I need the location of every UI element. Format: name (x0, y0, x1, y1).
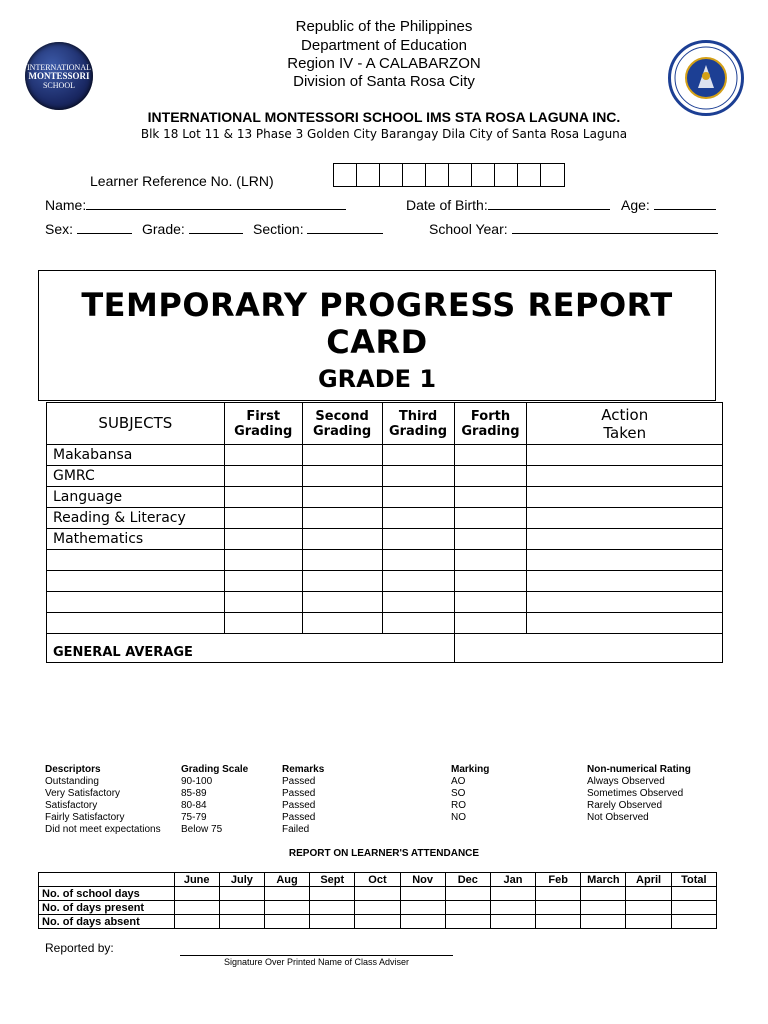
name-field[interactable] (45, 197, 346, 213)
reported-by-label: Reported by: (45, 941, 114, 955)
attendance-row (39, 915, 717, 929)
attendance-cell[interactable] (581, 901, 626, 915)
grading-scale-legend (181, 764, 248, 836)
forth-grading-header (454, 403, 527, 445)
action-cell[interactable] (527, 571, 723, 592)
attendance-cell[interactable] (581, 915, 626, 929)
sex-field[interactable] (45, 221, 132, 237)
action-taken-header-l1: Action (601, 405, 649, 424)
action-taken-header-l2: Taken (603, 423, 647, 442)
attendance-cell[interactable] (355, 915, 400, 929)
second-grading-header-l1: Second (315, 408, 369, 424)
subject-name: Reading & Literacy (47, 508, 225, 529)
school-logo-text-3: SCHOOL (42, 80, 75, 90)
grading-scale-item: 90-100 (181, 776, 213, 787)
grade-cell[interactable] (302, 508, 382, 529)
non-numerical-item: Not Observed (587, 812, 649, 823)
third-grading-header-l2: Grading (388, 423, 448, 439)
section-label: Section: (253, 221, 304, 237)
section-line[interactable] (307, 221, 383, 234)
lrn-cell[interactable] (426, 164, 449, 186)
grade-cell[interactable] (454, 487, 527, 508)
attendance-row (39, 887, 717, 901)
attendance-cell[interactable] (671, 915, 716, 929)
school-name: INTERNATIONAL MONTESSORI SCHOOL IMS STA ROSA LAGUNA INC. (147, 109, 621, 125)
lrn-cell[interactable] (472, 164, 495, 186)
table-row (47, 487, 723, 508)
header-department: Department of Education (301, 37, 467, 54)
first-grading-header-l2: Grading (234, 423, 293, 439)
report-title-line1: TEMPORARY PROGRESS REPORT (81, 286, 673, 324)
grade-cell[interactable] (382, 571, 454, 592)
grade-cell[interactable] (382, 445, 454, 466)
subject-name: GMRC (47, 466, 225, 487)
attendance-cell[interactable] (400, 915, 445, 929)
non-numerical-item: Sometimes Observed (587, 788, 684, 799)
subject-name: Mathematics (47, 529, 225, 550)
grade-cell[interactable] (302, 487, 382, 508)
attendance-cell[interactable] (264, 915, 309, 929)
attendance-cell[interactable] (671, 887, 716, 901)
grade-cell[interactable] (454, 550, 527, 571)
total-header: Total (671, 873, 716, 887)
header-republic: Republic of the Philippines (295, 18, 473, 35)
month-header: Nov (400, 873, 445, 887)
age-line[interactable] (654, 197, 716, 210)
descriptors-legend (45, 764, 161, 836)
month-header: Aug (264, 873, 309, 887)
grade-cell[interactable] (302, 571, 382, 592)
marking-item: AO (451, 776, 466, 787)
header-region: Region IV - A CALABARZON (287, 55, 481, 72)
attendance-cell[interactable] (626, 901, 671, 915)
marking-title: Marking (451, 764, 490, 775)
grading-scale-item: Below 75 (181, 824, 223, 835)
first-grading-header (224, 403, 302, 445)
month-header: July (219, 873, 264, 887)
attendance-cell[interactable] (445, 901, 490, 915)
dob-line[interactable] (488, 197, 610, 210)
grade-cell[interactable] (302, 613, 382, 634)
grade-cell[interactable] (224, 529, 302, 550)
school-logo-text-1: INTERNATIONAL (27, 62, 91, 72)
grade-line[interactable] (189, 221, 243, 234)
grade-cell[interactable] (224, 571, 302, 592)
grade-cell[interactable] (224, 508, 302, 529)
attendance-cell[interactable] (536, 915, 581, 929)
attendance-cell[interactable] (219, 887, 264, 901)
subject-name: Makabansa (47, 445, 225, 466)
action-cell[interactable] (527, 529, 723, 550)
lrn-label: Learner Reference No. (LRN) (90, 173, 274, 189)
lrn-boxes[interactable] (333, 163, 565, 187)
grading-scale-title: Grading Scale (181, 764, 249, 775)
attendance-cell[interactable] (536, 901, 581, 915)
subjects-header: SUBJECTS (47, 403, 225, 445)
subject-name[interactable] (47, 550, 225, 571)
action-cell[interactable] (527, 613, 723, 634)
age-field[interactable] (621, 197, 716, 213)
attendance-cell[interactable] (264, 901, 309, 915)
lrn-cell[interactable] (541, 164, 564, 186)
second-grading-header (302, 403, 382, 445)
name-line[interactable] (86, 197, 346, 210)
remarks-item: Passed (282, 812, 316, 823)
signature-caption: Signature Over Printed Name of Class Adviser (223, 957, 410, 967)
school-year-label: School Year: (429, 221, 508, 237)
descriptor-item: Outstanding (45, 776, 99, 787)
month-header: Sept (310, 873, 355, 887)
marking-item: NO (451, 812, 466, 823)
attendance-cell[interactable] (626, 915, 671, 929)
dob-label: Date of Birth: (406, 197, 488, 213)
attendance-row-label: No. of days absent (39, 915, 175, 929)
table-row (47, 613, 723, 634)
action-cell[interactable] (527, 487, 723, 508)
grade-cell[interactable] (454, 613, 527, 634)
descriptor-item: Satisfactory (45, 800, 98, 811)
attendance-cell[interactable] (310, 901, 355, 915)
attendance-corner (39, 873, 175, 887)
descriptor-item: Very Satisfactory (45, 788, 121, 799)
grade-cell[interactable] (454, 529, 527, 550)
grade-cell[interactable] (454, 592, 527, 613)
forth-grading-header-l1: Forth (470, 408, 511, 424)
grade-cell[interactable] (302, 445, 382, 466)
remarks-legend (282, 764, 324, 836)
grade-cell[interactable] (382, 466, 454, 487)
remarks-item: Passed (282, 776, 316, 787)
grade-cell[interactable] (454, 466, 527, 487)
attendance-row-label: No. of days present (39, 901, 175, 915)
grade-cell[interactable] (454, 445, 527, 466)
subject-name[interactable] (47, 613, 225, 634)
age-label: Age: (621, 197, 650, 213)
grade-cell[interactable] (382, 529, 454, 550)
grade-cell[interactable] (302, 550, 382, 571)
attendance-cell[interactable] (400, 901, 445, 915)
lrn-cell[interactable] (449, 164, 472, 186)
general-average-row (47, 634, 723, 663)
grade-cell[interactable] (224, 487, 302, 508)
grade-cell[interactable] (224, 550, 302, 571)
month-header: Jan (490, 873, 535, 887)
school-year-field[interactable] (429, 221, 718, 237)
grade-label: Grade: (142, 221, 185, 237)
grade-cell[interactable] (382, 592, 454, 613)
non-numerical-item: Rarely Observed (587, 800, 663, 811)
section-field[interactable] (253, 221, 383, 237)
attendance-header-row (39, 873, 717, 887)
report-title-line2: CARD (326, 323, 428, 361)
attendance-cell[interactable] (671, 901, 716, 915)
school-address: Blk 18 Lot 11 & 13 Phase 3 Golden City Barangay Dila City of Santa Rosa Laguna (140, 127, 628, 141)
month-header: Dec (445, 873, 490, 887)
subject-name[interactable] (47, 592, 225, 613)
third-grading-header-l1: Third (398, 408, 438, 424)
grade-cell[interactable] (302, 529, 382, 550)
grade-cell[interactable] (302, 592, 382, 613)
lrn-cell[interactable] (495, 164, 518, 186)
action-cell[interactable] (527, 592, 723, 613)
attendance-cell[interactable] (219, 915, 264, 929)
attendance-cell[interactable] (581, 887, 626, 901)
grade-cell[interactable] (224, 592, 302, 613)
attendance-cell[interactable] (445, 915, 490, 929)
action-cell[interactable] (527, 550, 723, 571)
grading-scale-item: 75-79 (181, 812, 207, 823)
lrn-cell[interactable] (334, 164, 357, 186)
general-average-value[interactable] (454, 634, 722, 663)
attendance-cell[interactable] (400, 887, 445, 901)
attendance-row-label: No. of school days (39, 887, 175, 901)
attendance-cell[interactable] (310, 887, 355, 901)
attendance-cell[interactable] (445, 887, 490, 901)
grade-cell[interactable] (224, 445, 302, 466)
descriptor-item: Did not meet expectations (45, 824, 161, 835)
report-title (39, 287, 715, 361)
attendance-cell[interactable] (310, 915, 355, 929)
action-cell[interactable] (527, 466, 723, 487)
attendance-cell[interactable] (174, 915, 219, 929)
action-cell[interactable] (527, 508, 723, 529)
month-header: April (626, 873, 671, 887)
first-grading-header-l1: First (246, 408, 281, 424)
attendance-cell[interactable] (264, 887, 309, 901)
action-cell[interactable] (527, 445, 723, 466)
attendance-cell[interactable] (174, 887, 219, 901)
lrn-cell[interactable] (380, 164, 403, 186)
remarks-item: Failed (282, 824, 310, 835)
attendance-cell[interactable] (626, 887, 671, 901)
attendance-cell[interactable] (490, 915, 535, 929)
sex-line[interactable] (77, 221, 132, 234)
attendance-cell[interactable] (355, 901, 400, 915)
attendance-table (38, 872, 717, 929)
non-numerical-legend (587, 764, 691, 824)
grading-scale-item: 85-89 (181, 788, 207, 799)
attendance-cell[interactable] (355, 887, 400, 901)
action-taken-header (527, 403, 723, 445)
dob-field[interactable] (406, 197, 610, 213)
attendance-row (39, 901, 717, 915)
grade-cell[interactable] (382, 487, 454, 508)
subject-name[interactable] (47, 571, 225, 592)
month-header: March (581, 873, 626, 887)
grading-scale-item: 80-84 (181, 800, 207, 811)
attendance-cell[interactable] (490, 887, 535, 901)
month-header: Feb (536, 873, 581, 887)
grade-cell[interactable] (302, 466, 382, 487)
marking-item: RO (451, 800, 466, 811)
remarks-title: Remarks (282, 764, 325, 775)
attendance-title: REPORT ON LEARNER'S ATTENDANCE (288, 848, 480, 859)
grade-cell[interactable] (382, 550, 454, 571)
table-row (47, 571, 723, 592)
descriptor-item: Fairly Satisfactory (45, 812, 125, 823)
general-average-label: GENERAL AVERAGE (47, 634, 455, 663)
table-row (47, 592, 723, 613)
sex-label: Sex: (45, 221, 74, 237)
marking-item: SO (451, 788, 466, 799)
table-row (47, 508, 723, 529)
grade-cell[interactable] (224, 466, 302, 487)
header-division: Division of Santa Rosa City (293, 73, 475, 90)
descriptors-title: Descriptors (45, 764, 101, 775)
forth-grading-header-l2: Grading (461, 423, 520, 439)
grade-cell[interactable] (454, 571, 527, 592)
remarks-item: Passed (282, 800, 316, 811)
table-row (47, 550, 723, 571)
school-year-line[interactable] (512, 221, 718, 234)
grade-level-title: GRADE 1 (317, 365, 437, 393)
table-row (47, 529, 723, 550)
signature-line[interactable] (180, 955, 453, 956)
lrn-cell[interactable] (403, 164, 426, 186)
attendance-cell[interactable] (536, 887, 581, 901)
grades-table (46, 402, 723, 663)
grade-field[interactable] (142, 221, 243, 237)
attendance-cell[interactable] (174, 901, 219, 915)
lrn-cell[interactable] (357, 164, 380, 186)
second-grading-header-l2: Grading (313, 423, 372, 439)
name-label: Name: (45, 197, 87, 213)
non-numerical-item: Always Observed (587, 776, 665, 787)
month-header: Oct (355, 873, 400, 887)
attendance-cell[interactable] (490, 901, 535, 915)
subject-name: Language (47, 487, 225, 508)
report-title-box (38, 270, 716, 401)
grade-cell[interactable] (454, 508, 527, 529)
grades-header-row (47, 403, 723, 445)
third-grading-header (382, 403, 454, 445)
table-row (47, 466, 723, 487)
month-header: June (174, 873, 219, 887)
marking-legend (451, 764, 489, 824)
lrn-cell[interactable] (518, 164, 541, 186)
non-numerical-title: Non-numerical Rating (587, 764, 691, 775)
table-row (47, 445, 723, 466)
grade-cell[interactable] (382, 613, 454, 634)
school-logo-text-2: MONTESSORI (28, 70, 90, 81)
grade-cell[interactable] (224, 613, 302, 634)
remarks-item: Passed (282, 788, 316, 799)
attendance-cell[interactable] (219, 901, 264, 915)
grade-cell[interactable] (382, 508, 454, 529)
